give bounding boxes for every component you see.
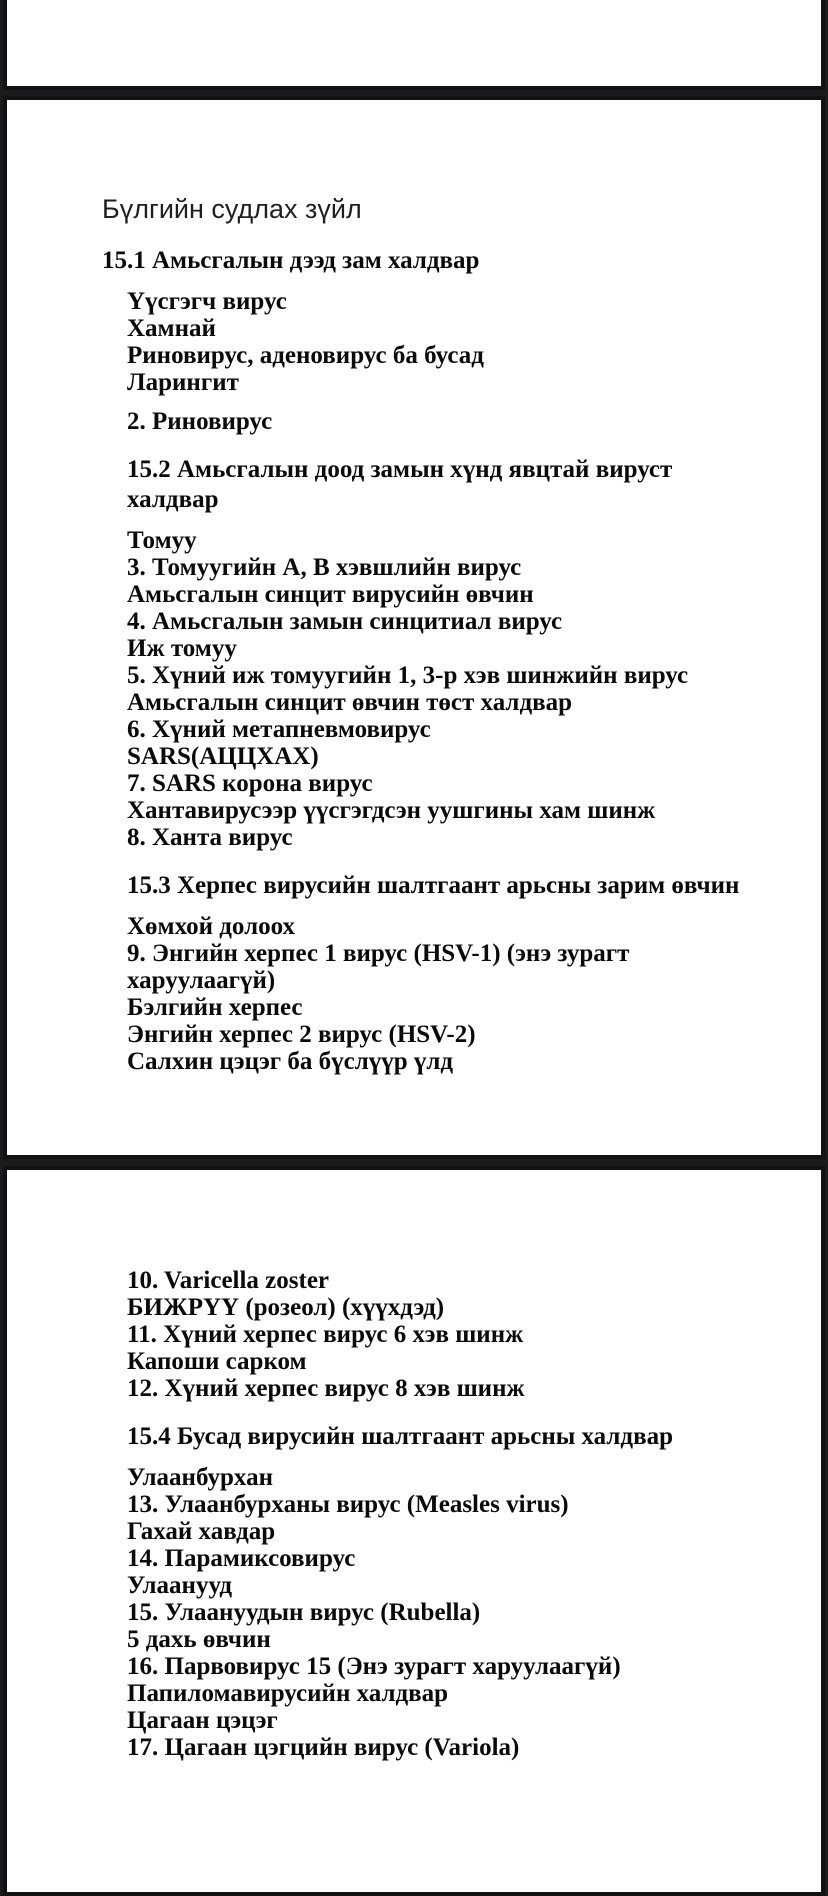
text-line: Амьсгалын синцит вирусийн өвчин — [127, 581, 534, 608]
text-line: SARS(АЦЦХАХ) — [127, 743, 319, 770]
heading-line: 15.1 Амьсгалын дээд зам халдвар — [102, 247, 480, 274]
text-line: 12. Хүний херпес вирус 8 хэв шинж — [127, 1375, 525, 1402]
page-content — [7, 1170, 821, 1761]
text-line: Хөмхой долоох — [127, 913, 296, 940]
text-line: Улаанууд — [127, 1572, 233, 1599]
heading-line: 15.4 Бусад вирусийн шалтгаант арьсны халдвар — [127, 1423, 673, 1450]
text-line: Ларингит — [127, 369, 239, 396]
text-line: Цагаан цэцэг — [127, 1707, 278, 1734]
text-line: Салхин цэцэг ба бүслүүр үлд — [127, 1048, 454, 1075]
paragraph — [127, 408, 783, 435]
section-heading — [127, 1422, 783, 1452]
document-subtitle — [102, 192, 783, 226]
text-line: Иж томуу — [127, 635, 237, 662]
text-line: Томуу — [127, 527, 197, 554]
text-line: 7. SARS корона вирус — [127, 770, 373, 797]
text-line: 14. Парамиксовирус — [127, 1545, 356, 1572]
text-line: Энгийн херпес 2 вирус (HSV-2) — [127, 1021, 476, 1048]
text-line: БИЖРҮҮ (розеол) (хүүхдэд) — [127, 1294, 445, 1321]
paragraph — [127, 288, 783, 396]
section-heading — [102, 246, 783, 276]
page-1 — [3, 96, 825, 1159]
page-2 — [3, 1166, 825, 1896]
text-line: 11. Хүний херпес вирус 6 хэв шинж — [127, 1321, 524, 1348]
text-line: Гахай хавдар — [127, 1518, 276, 1545]
subtitle-line: Бүлгийн судлах зүйл — [102, 194, 362, 224]
text-line: 17. Цагаан цэгцийн вирус (Variola) — [127, 1734, 520, 1761]
text-line: 6. Хүний метапневмовирус — [127, 716, 431, 743]
text-line: харуулаагүй) — [127, 967, 276, 994]
heading-line: 15.3 Херпес вирусийн шалтгаант арьсны зарим өвчин — [127, 872, 740, 899]
text-line: 15. Улаануудын вирус (Rubella) — [127, 1599, 481, 1626]
page-content — [7, 100, 821, 1075]
text-line: Үүсгэгч вирус — [127, 288, 287, 315]
text-line: 5 дахь өвчин — [127, 1626, 271, 1653]
text-line: 5. Хүний иж томуугийн 1, 3-р хэв шинжийн вирус — [127, 662, 689, 689]
text-line: 10. Varicella zoster — [127, 1267, 330, 1294]
text-line: 8. Ханта вирус — [127, 824, 293, 851]
section-heading — [127, 455, 783, 515]
text-line: Амьсгалын синцит өвчин төст халдвар — [127, 689, 572, 716]
text-line: 3. Томуугийн А, В хэвшлийн вирус — [127, 554, 522, 581]
text-line: Хамнай — [127, 315, 216, 342]
text-line: Бэлгийн херпес — [127, 994, 303, 1021]
text-line: Папиломавирусийн халдвар — [127, 1680, 449, 1707]
paragraph — [127, 1267, 783, 1402]
text-line: 13. Улаанбурханы вирус (Measles virus) — [127, 1491, 569, 1518]
text-line: 16. Парвовирус 15 (Энэ зурагт харуулаагүй) — [127, 1653, 621, 1680]
text-line: Улаанбурхан — [127, 1464, 273, 1491]
text-line: 2. Риновирус — [127, 408, 273, 435]
paragraph — [127, 913, 783, 1075]
heading-line: халдвар — [127, 486, 219, 513]
text-line: 9. Энгийн херпес 1 вирус (HSV-1) (энэ зурагт — [127, 940, 630, 967]
section-heading — [127, 871, 783, 901]
paragraph — [127, 1464, 783, 1761]
text-line: Хантавирусээр үүсгэгдсэн уушгины хам шинж — [127, 797, 656, 824]
text-line: Риновирус, аденовирус ба бусад — [127, 342, 484, 369]
paragraph — [127, 527, 783, 851]
text-line: 4. Амьсгалын замын синцитиал вирус — [127, 608, 563, 635]
heading-line: 15.2 Амьсгалын доод замын хүнд явцтай вируст — [127, 456, 673, 483]
page-partial-top — [3, 0, 825, 90]
text-line: Капоши сарком — [127, 1348, 307, 1375]
